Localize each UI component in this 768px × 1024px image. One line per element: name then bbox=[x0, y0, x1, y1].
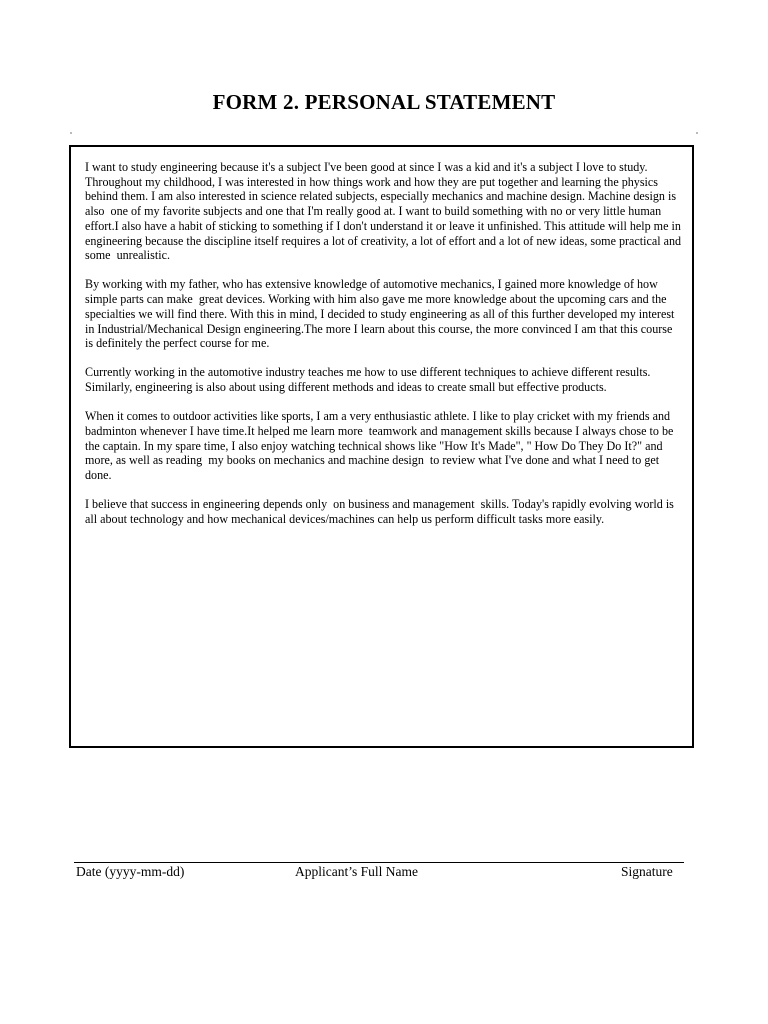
statement-box bbox=[69, 145, 694, 748]
statement-paragraph-1: I want to study engineering because it's a subject I've been good at since I was a kid and it's a subject I love to study. Throughout my childhood, I was interested in how things work and how they are put together and learning the physics behind them. I am also interested in science related subjects, especially mechanics and machine design. Machine design is also one of my favorite subjects and one that I'm really good at. I want to build something with no or very little human effort.I also have a habit of sticking to something if I don't understand it or leave it unfinished. This attitude will help me in engineering because the discipline itself requires a lot of creativity, a lot of effort and a lot of new ideas, some practical and some unrealistic. bbox=[85, 160, 685, 263]
corner-mark-left bbox=[70, 132, 72, 134]
statement-paragraph-5: I believe that success in engineering depends only on business and management skills. Today's rapidly evolving world is all about technology and how mechanical devices/machines can help us perform difficult tasks more easily. bbox=[85, 497, 677, 527]
statement-text bbox=[85, 160, 685, 541]
corner-mark-right bbox=[696, 132, 698, 134]
statement-paragraph-4: When it comes to outdoor activities like sports, I am a very enthusiastic athlete. I like to play cricket with my friends and badminton whenever I have time.It helped me learn more teamwork and management skills because I always chose to be the captain. In my spare time, I also enjoy watching technical shows like "How It's Made", " How Do They Do It?" and more, as well as reading my books on mechanics and machine design to review what I've done and what I need to get done. bbox=[85, 409, 677, 483]
applicant-name-label: Applicant’s Full Name bbox=[295, 864, 418, 879]
signature-line bbox=[74, 862, 684, 863]
statement-paragraph-2: By working with my father, who has extensive knowledge of automotive mechanics, I gained more knowledge of how simple parts can make great devices. Working with him also gave me more knowledge about the upcoming cars and the specialties we will find there. With this in mind, I decided to study engineering as all of this further developed my interest in Industrial/Mechanical Design engineering.The more I learn about this course, the more convinced I am that this course is definitely the perfect course for me. bbox=[85, 277, 679, 351]
date-label: Date (yyyy-mm-dd) bbox=[76, 864, 185, 879]
statement-paragraph-3: Currently working in the automotive industry teaches me how to use different techniques to achieve different results. Similarly, engineering is also about using different methods and ideas to create small but effective products. bbox=[85, 365, 654, 395]
page-title: FORM 2. PERSONAL STATEMENT bbox=[212, 90, 556, 114]
signature-label: Signature bbox=[621, 864, 673, 879]
